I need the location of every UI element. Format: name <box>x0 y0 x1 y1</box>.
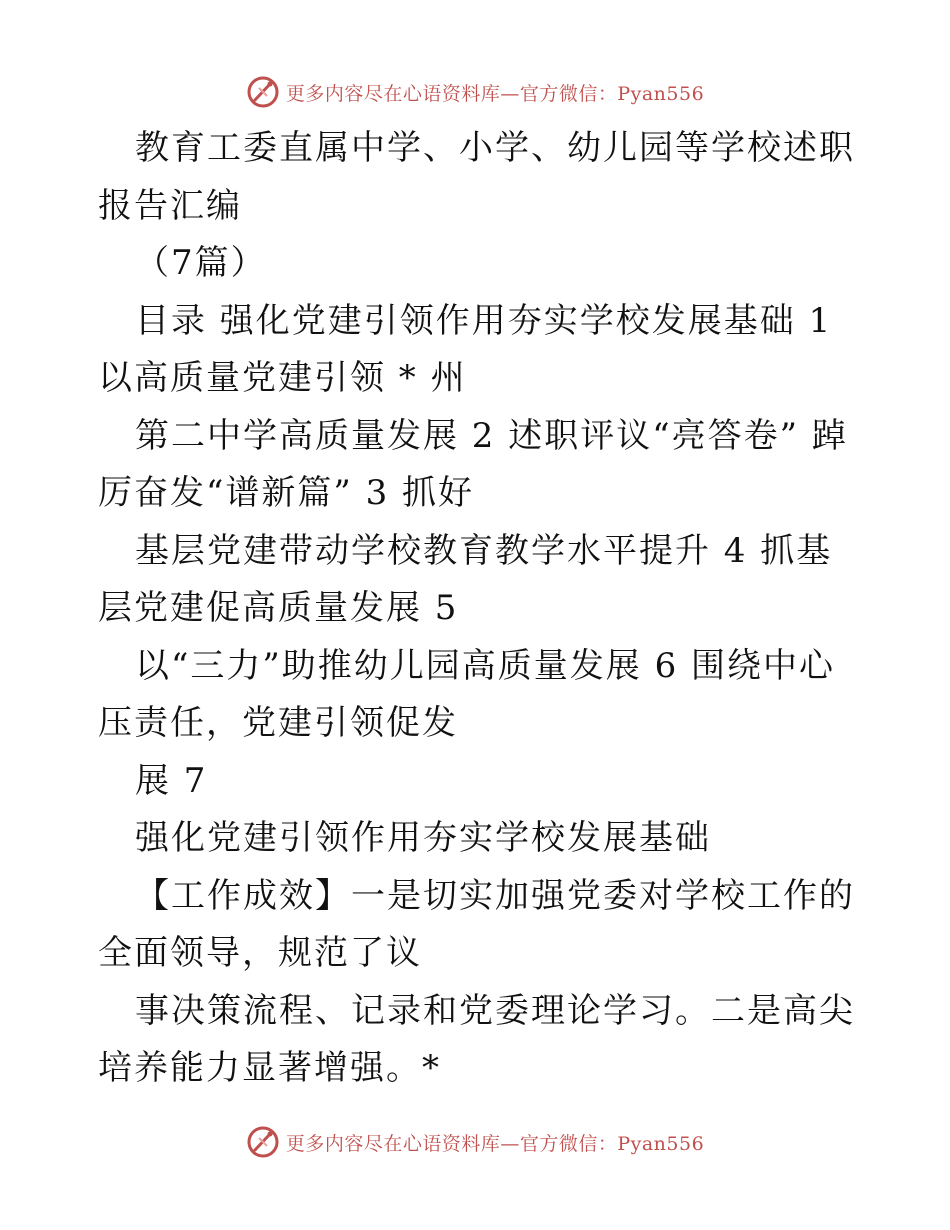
document-body <box>98 120 858 1098</box>
footer-watermark <box>0 1122 950 1162</box>
section-heading: 强化党建引领作用夯实学校发展基础 <box>135 818 711 858</box>
body-paragraph: 事决策流程、记录和党委理论学习。二是高尖培养能力显著增强。* <box>98 990 855 1088</box>
toc-paragraph: 目录 强化党建引领作用夯实学校发展基础 1 以高质量党建引领 * 州 <box>98 300 833 398</box>
seal-logo-icon <box>246 1125 280 1159</box>
toc-paragraph: 展 7 <box>135 760 208 801</box>
toc-paragraph: 以“三力”助推幼儿园高质量发展 6 围绕中心压责任，党建引领促发 <box>98 645 836 743</box>
toc-paragraph: 第二中学高质量发展 2 述职评议“亮答卷” 踔厉奋发“谱新篇” 3 抓好 <box>98 415 848 513</box>
watermark-text: 更多内容尽在心语资料库—官方微信：Pyan556 <box>285 1132 705 1155</box>
header-watermark <box>0 72 950 112</box>
document-subtitle: （7篇） <box>135 243 267 283</box>
seal-logo-icon <box>246 75 280 109</box>
toc-paragraph: 基层党建带动学校教育教学水平提升 4 抓基层党建促高质量发展 5 <box>98 530 833 628</box>
document-title: 教育工委直属中学、小学、幼儿园等学校述职报告汇编 <box>98 128 855 226</box>
body-paragraph: 【工作成效】一是切实加强党委对学校工作的全面领导，规范了议 <box>98 875 855 973</box>
watermark-text: 更多内容尽在心语资料库—官方微信：Pyan556 <box>285 82 705 105</box>
